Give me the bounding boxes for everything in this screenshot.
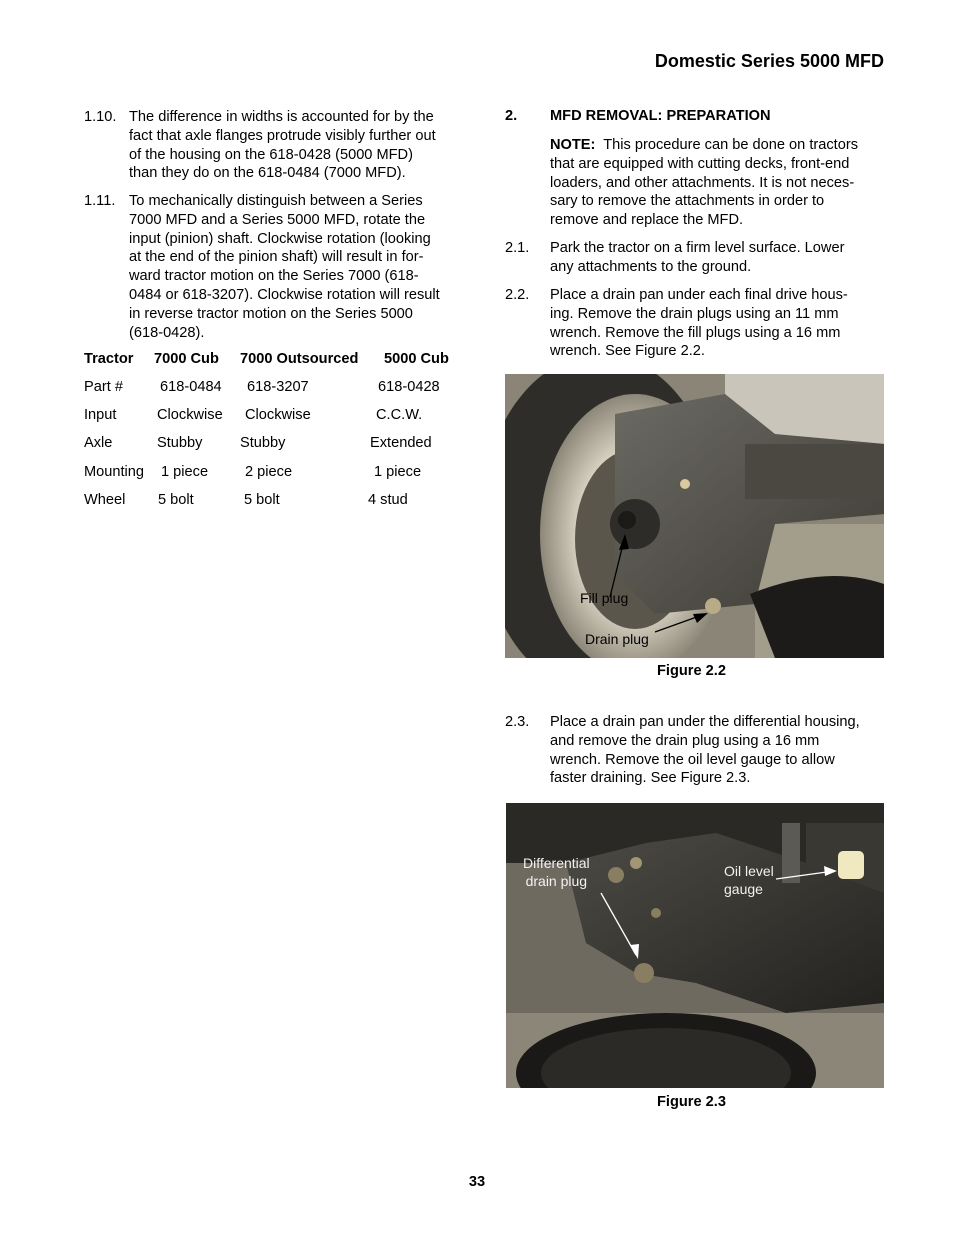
label-line: Differential: [523, 855, 590, 871]
figure-2-3-caption: Figure 2.3: [657, 1094, 726, 1110]
paragraph-2-2: [505, 286, 890, 364]
table-header-cell: 5000 Cub: [384, 351, 449, 367]
table-header-cell: 7000 Outsourced: [240, 351, 359, 367]
text-line: any attachments to the ground.: [550, 258, 752, 275]
drain-plug-label: Drain plug: [585, 631, 649, 647]
table-cell: 4 stud: [368, 492, 408, 508]
text-line: Park the tractor on a firm level surface. Lower: [550, 240, 845, 256]
table-cell: 1 piece: [374, 464, 422, 480]
paragraph-number: 2.3.: [505, 714, 530, 730]
paragraph-body: [550, 713, 890, 788]
table-cell: 5 bolt: [244, 492, 280, 508]
label-line: Oil level: [724, 863, 774, 879]
text-line: 0484 or 618-3207). Clockwise rotation will result: [129, 286, 440, 303]
text-line: ward tractor motion on the Series 7000 (618-: [129, 268, 419, 285]
section-number: 2.: [505, 108, 518, 124]
table-cell: Input: [84, 407, 117, 423]
table-cell: Wheel: [84, 492, 126, 508]
table-cell: 2 piece: [245, 464, 293, 480]
table-cell: Part #: [84, 379, 123, 395]
text-line: fact that axle flanges protrude visibly further out: [129, 127, 436, 144]
text-line: remove and replace the MFD.: [550, 212, 744, 229]
text-line: wrench. Remove the fill plugs using a 16 mm: [550, 324, 841, 341]
page-number: 33: [468, 1174, 486, 1190]
table-cell: Axle: [84, 435, 113, 451]
note-label: NOTE:: [550, 137, 596, 153]
text-line: [550, 136, 890, 155]
text-line: sary to remove the attachments in order to: [550, 193, 825, 210]
page-header-title: Domestic Series 5000 MFD: [654, 51, 884, 71]
paragraph-body: [129, 192, 464, 342]
label-line: drain plug: [525, 873, 588, 889]
text-line: of the housing on the 618-0428 (5000 MFD): [129, 146, 413, 163]
table-header-cell: Tractor: [84, 351, 134, 367]
text-line: wrench. Remove the oil level gauge to allow: [550, 751, 835, 768]
table-cell: 5 bolt: [158, 492, 194, 508]
text-line: faster draining. See Figure 2.3.: [550, 770, 751, 787]
text-line: than they do on the 618-0484 (7000 MFD).: [129, 165, 406, 182]
text-line: Place a drain pan under each final drive hous-: [550, 287, 848, 303]
table-cell: Extended: [370, 435, 432, 451]
table-cell: Clockwise: [245, 407, 311, 423]
paragraph-number: 2.1.: [505, 240, 530, 256]
text-line: at the end of the pinion shaft) will result in for-: [129, 249, 424, 266]
oil-level-gauge-label: [724, 862, 774, 898]
paragraph-1-11: [84, 192, 464, 347]
text-line: ing. Remove the drain plugs using an 11 mm: [550, 305, 839, 322]
paragraph-number: 1.10.: [84, 109, 117, 125]
paragraph-1-10: [84, 108, 464, 188]
paragraph-body: [550, 239, 890, 277]
paragraph-number: 1.11.: [84, 193, 116, 209]
text-line: The difference in widths is accounted for by the: [129, 109, 434, 125]
table-cell: Stubby: [240, 435, 286, 451]
figure-2-2-photo: [505, 374, 884, 658]
fill-plug-label: Fill plug: [580, 590, 629, 606]
paragraph-2-3: [505, 713, 890, 791]
text-line: that are equipped with cutting decks, front-end: [550, 155, 850, 172]
table-cell: 1 piece: [161, 464, 209, 480]
paragraph-body: [550, 286, 890, 361]
paragraph-number: 2.2.: [505, 287, 530, 303]
note-block: [550, 136, 890, 232]
table-cell: C.C.W.: [376, 407, 423, 423]
table-header-cell: 7000 Cub: [154, 351, 219, 367]
label-line: gauge: [724, 881, 763, 897]
paragraph-2-1: [505, 239, 890, 279]
table-cell: Stubby: [157, 435, 203, 451]
text-line: and remove the drain plug using a 16 mm: [550, 732, 820, 749]
figure-2-3-photo: [506, 803, 884, 1088]
section-title: MFD REMOVAL: PREPARATION: [550, 108, 771, 124]
text-line: loaders, and other attachments. It is not neces-: [550, 174, 855, 191]
text-line: (618-0428).: [129, 324, 205, 341]
differential-drain-plug-label: [523, 854, 590, 890]
text-line: 7000 MFD and a Series 5000 MFD, rotate the: [129, 211, 426, 228]
table-cell: 618-0428: [378, 379, 440, 395]
text-line: To mechanically distinguish between a Series: [129, 193, 423, 209]
text-line: wrench. See Figure 2.2.: [550, 343, 705, 360]
figure-2-2-caption: Figure 2.2: [657, 663, 726, 679]
table-cell: 618-3207: [247, 379, 309, 395]
table-cell: Mounting: [84, 464, 145, 480]
text-line: in reverse tractor motion on the Series 5000: [129, 305, 413, 322]
section-heading: [505, 108, 771, 124]
note-first-line: This procedure can be done on tractors: [603, 137, 858, 153]
paragraph-body: [129, 108, 464, 183]
table-cell: 618-0484: [160, 379, 222, 395]
table-cell: Clockwise: [157, 407, 223, 423]
text-line: input (pinion) shaft. Clockwise rotation (looking: [129, 230, 431, 247]
text-line: Place a drain pan under the differential housing,: [550, 714, 860, 730]
